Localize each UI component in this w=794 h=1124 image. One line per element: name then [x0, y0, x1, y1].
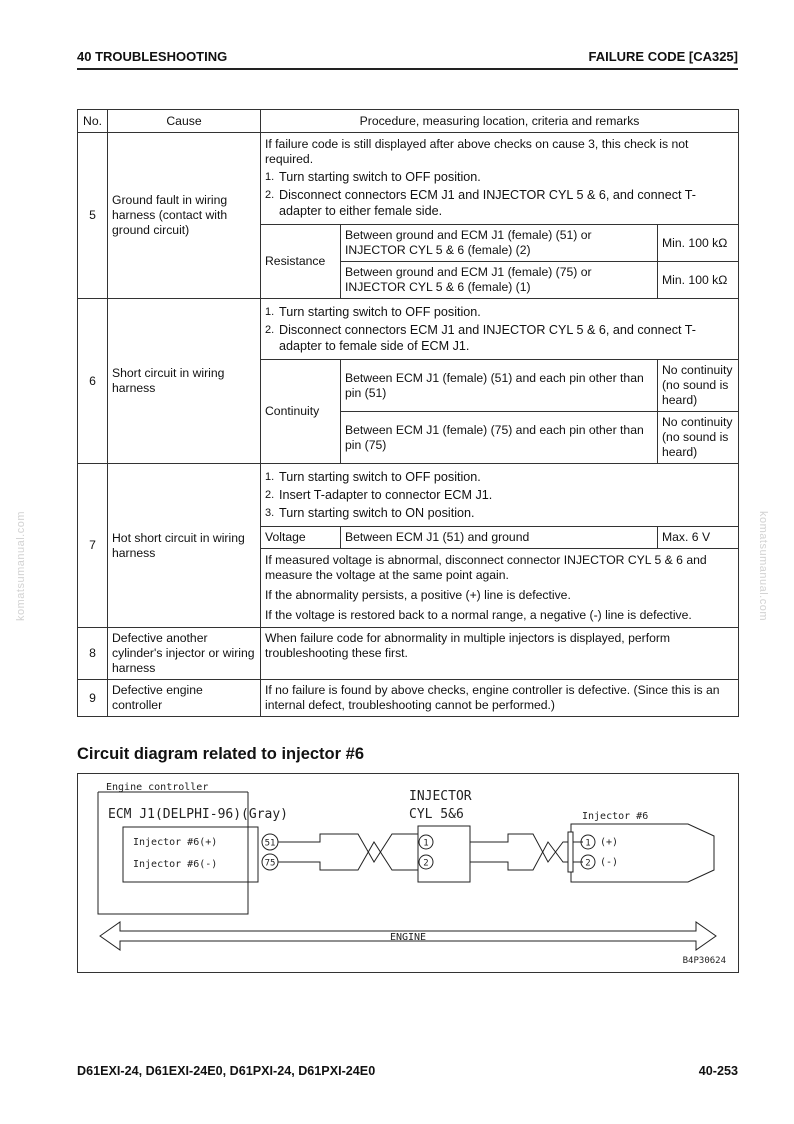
- measure-location: Between ECM J1 (female) (51) and each pin other than pin (51): [341, 360, 658, 412]
- row-no: 9: [78, 680, 108, 717]
- measure-criteria: No continuity (no sound is heard): [658, 360, 739, 412]
- figure-id: B4P30624: [682, 956, 726, 966]
- note: If measured voltage is abnormal, disconnect connector INJECTOR CYL 5 & 6 and measure the voltage at the same point again.: [265, 553, 707, 582]
- table-header-row: [78, 110, 739, 133]
- step-text: Turn starting switch to OFF position.: [279, 305, 481, 319]
- row-no: 7: [78, 464, 108, 628]
- injector-plug: [568, 832, 573, 872]
- injector-pin-1-label: 1: [585, 838, 591, 849]
- footer-page-number: 40-253: [698, 1064, 738, 1078]
- row-procedure: When failure code for abnormality in multiple injectors is displayed, perform troubleshooting these first.: [261, 628, 739, 680]
- pin-2-label: 2: [423, 858, 429, 869]
- col-cause: Cause: [108, 110, 261, 133]
- wire-plus-2: [470, 834, 583, 862]
- row-notes: [261, 549, 739, 628]
- injector-connector-label-2: CYL 5&6: [409, 807, 464, 822]
- step-text: Disconnect connectors ECM J1 and INJECTOR CYL 5 & 6, and connect T-adapter to either female side.: [279, 188, 696, 218]
- wire-plus: [278, 834, 418, 862]
- injector-minus: (-): [600, 857, 619, 868]
- note: If the voltage is restored back to a normal range, a negative (-) line is defective.: [265, 608, 692, 622]
- measure-location: Between ground and ECM J1 (female) (75) or INJECTOR CYL 5 & 6 (female) (1): [341, 262, 658, 299]
- col-procedure: Procedure, measuring location, criteria and remarks: [261, 110, 739, 133]
- ecm-connector-label: ECM J1(DELPHI-96)(Gray): [108, 807, 289, 822]
- header-failure-code: FAILURE CODE [CA325]: [588, 49, 738, 64]
- step-text: Turn starting switch to ON position.: [279, 506, 475, 520]
- injector-pin-2-label: 2: [585, 858, 591, 869]
- measure-criteria: No continuity (no sound is heard): [658, 412, 739, 464]
- row-no: 5: [78, 133, 108, 299]
- row-cause: Defective engine controller: [108, 680, 261, 717]
- wire-minus: [278, 842, 418, 870]
- table-row: [78, 464, 739, 527]
- procedure-step: [265, 322, 734, 354]
- step-number: 2.: [265, 489, 275, 501]
- pin-51-label: 51: [264, 838, 276, 849]
- injector-minus-label: Injector #6(-): [133, 859, 218, 870]
- ecm-connector-box: [123, 827, 258, 882]
- procedure-intro: If failure code is still displayed after above checks on cause 3, this check is not required.: [265, 137, 689, 166]
- row-procedure: [261, 464, 739, 527]
- injector-6-label: Injector #6: [582, 811, 649, 822]
- table-row: [78, 299, 739, 360]
- watermark-right: komatsumanual.com: [757, 511, 769, 621]
- note: If the abnormality persists, a positive (+) line is defective.: [265, 588, 571, 602]
- injector-plus-label: Injector #6(+): [133, 837, 218, 848]
- measure-label: Resistance: [261, 225, 341, 299]
- table-row: [78, 628, 739, 680]
- step-number: 2.: [265, 189, 275, 201]
- col-no: No.: [78, 110, 108, 133]
- header-section: 40 TROUBLESHOOTING: [77, 49, 228, 64]
- row-cause: Defective another cylinder's injector or wiring harness: [108, 628, 261, 680]
- row-cause: Hot short circuit in wiring harness: [108, 464, 261, 628]
- engine-label: ENGINE: [389, 932, 427, 943]
- table-row: [78, 680, 739, 717]
- circuit-diagram: [77, 773, 739, 973]
- measure-criteria: Min. 100 kΩ: [658, 262, 739, 299]
- circuit-diagram-title: Circuit diagram related to injector #6: [77, 745, 364, 763]
- measure-label: Continuity: [261, 360, 341, 464]
- measure-location: Between ECM J1 (51) and ground: [341, 527, 658, 549]
- measure-location: Between ground and ECM J1 (female) (51) or INJECTOR CYL 5 & 6 (female) (2): [341, 225, 658, 262]
- step-text: Insert T-adapter to connector ECM J1.: [279, 488, 493, 502]
- procedure-step: [265, 304, 734, 320]
- header-rule: [77, 68, 738, 70]
- row-cause: Short circuit in wiring harness: [108, 299, 261, 464]
- injector-connector-label-1: INJECTOR: [409, 789, 472, 804]
- injector-plus: (+): [600, 837, 619, 848]
- troubleshooting-table: [77, 109, 739, 717]
- measure-criteria: Max. 6 V: [658, 527, 739, 549]
- injector-connector-box: [418, 826, 470, 882]
- injector-6-body: [571, 824, 714, 882]
- step-text: Turn starting switch to OFF position.: [279, 170, 481, 184]
- step-number: 1.: [265, 171, 275, 183]
- watermark-left: komatsumanual.com: [15, 511, 27, 621]
- row-cause: Ground fault in wiring harness (contact with ground circuit): [108, 133, 261, 299]
- footer-models: D61EXI-24, D61EXI-24E0, D61PXI-24, D61PXI-24E0: [77, 1064, 376, 1078]
- pin-1-label: 1: [423, 838, 429, 849]
- row-no: 6: [78, 299, 108, 464]
- step-number: 1.: [265, 306, 275, 318]
- step-text: Turn starting switch to OFF position.: [279, 470, 481, 484]
- procedure-step: [265, 469, 734, 485]
- procedure-step: [265, 487, 734, 503]
- step-text: Disconnect connectors ECM J1 and INJECTOR CYL 5 & 6, and connect T-adapter to female side of ECM J1.: [279, 323, 696, 353]
- engine-controller-label: Engine controller: [106, 782, 209, 793]
- row-procedure: [261, 133, 739, 225]
- measure-location: Between ECM J1 (female) (75) and each pin other than pin (75): [341, 412, 658, 464]
- measure-label: Voltage: [261, 527, 341, 549]
- step-number: 2.: [265, 324, 275, 336]
- step-number: 3.: [265, 507, 275, 519]
- procedure-step: [265, 505, 734, 521]
- procedure-step: [265, 169, 734, 185]
- measure-criteria: Min. 100 kΩ: [658, 225, 739, 262]
- procedure-step: [265, 187, 734, 219]
- pin-75-label: 75: [264, 858, 276, 869]
- row-no: 8: [78, 628, 108, 680]
- table-row: [78, 133, 739, 225]
- row-procedure: If no failure is found by above checks, engine controller is defective. (Since this is an internal defect, troubleshooting cannot be performed.): [261, 680, 739, 717]
- row-procedure: [261, 299, 739, 360]
- step-number: 1.: [265, 471, 275, 483]
- wire-minus-2: [470, 842, 583, 870]
